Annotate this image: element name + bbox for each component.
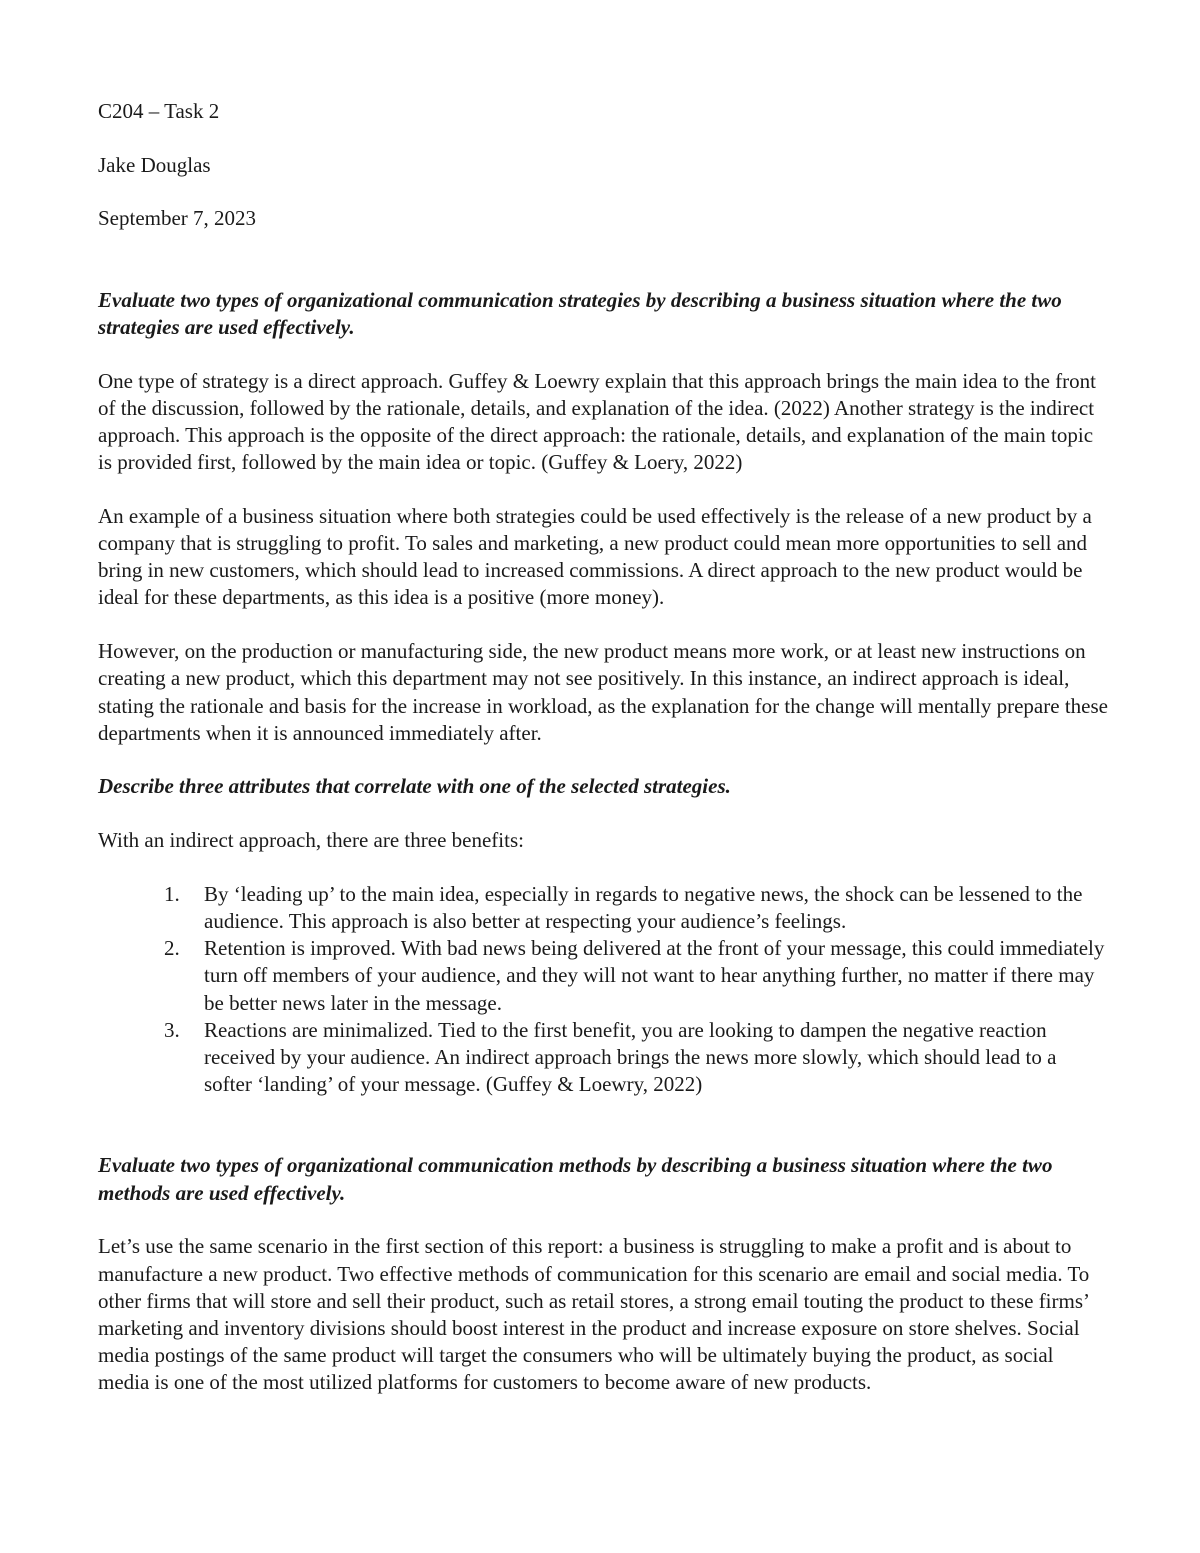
document-page	[98, 98, 1108, 1423]
list-item	[98, 935, 1108, 1017]
section1-paragraph-3: However, on the production or manufacturing side, the new product means more work, or at least new instructions on creating a new product, which this department may not see positively. In this instance, an indirect approach is ideal, stating the rationale and basis for the increase in workload, as the explanation for the change will mentally prepare these departments when it is announced immediately after.	[98, 639, 1108, 745]
list-item-number: 2.	[164, 936, 180, 961]
course-title: C204 – Task 2	[98, 99, 220, 123]
list-item-text: By ‘leading up’ to the main idea, especially in regards to negative news, the shock can be lessened to the audience. This approach is also better at respecting your audience’s feelings.	[204, 881, 1083, 934]
list-item-text: Retention is improved. With bad news being delivered at the front of your message, this could immediately turn off members of your audience, and they will not want to hear anything further, no matter if there may be better news later in the message.	[204, 936, 1105, 1015]
document-date: September 7, 2023	[98, 206, 257, 231]
list-item	[98, 881, 1108, 935]
section1-heading: Evaluate two types of organizational communication strategies by describing a business situation where the two strategies are used effectively.	[98, 287, 1062, 339]
list-item-number: 3.	[164, 1017, 180, 1042]
list-item-number: 1.	[164, 881, 180, 906]
section2-heading: Describe three attributes that correlate with one of the selected strategies.	[98, 774, 731, 799]
section3-heading: Evaluate two types of organizational communication methods by describing a business situation where the two methods are used effectively.	[98, 1153, 1053, 1205]
section1-paragraph-1: One type of strategy is a direct approach. Guffey & Loewry explain that this approach brings the main idea to the front of the discussion, followed by the rationale, details, and explanation of the idea. (2022) Another strategy is the indirect approach. This approach is the opposite of the direct approach: the rationale, details, and explanation of the main topic is provided first, followed by the main idea or topic. (Guffey & Loery, 2022)	[98, 368, 1096, 475]
list-item-text: Reactions are minimalized. Tied to the first benefit, you are looking to dampen the negative reaction received by your audience. An indirect approach brings the news more slowly, which should lead to a softer ‘landing’ of your message. (Guffey & Loewry, 2022)	[204, 1017, 1057, 1097]
section1-paragraph-2: An example of a business situation where both strategies could be used effectively is the release of a new product by a company that is struggling to profit. To sales and marketing, a new product could mean more opportunities to sell and bring in new customers, which should lead to increased commissions. A direct approach to the new product would be ideal for these departments, as this idea is a positive (more money).	[98, 503, 1092, 610]
benefits-list	[98, 881, 1108, 1099]
section2-intro: With an indirect approach, there are three benefits:	[98, 828, 524, 853]
list-item	[98, 1017, 1108, 1099]
section3-paragraph: Let’s use the same scenario in the first section of this report: a business is struggling to make a profit and is about to manufacture a new product. Two effective methods of communication for this scenario are email and social media. To other firms that will store and sell their product, such as retail stores, a strong email touting the product to these firms’ marketing and inventory divisions should boost interest in the product and increase exposure on store shelves. Social media postings of the same product will target the consumers who will be ultimately buying the product, as social media is one of the most utilized platforms for customers to become aware of new products.	[98, 1234, 1090, 1395]
author-name: Jake Douglas	[98, 152, 211, 177]
